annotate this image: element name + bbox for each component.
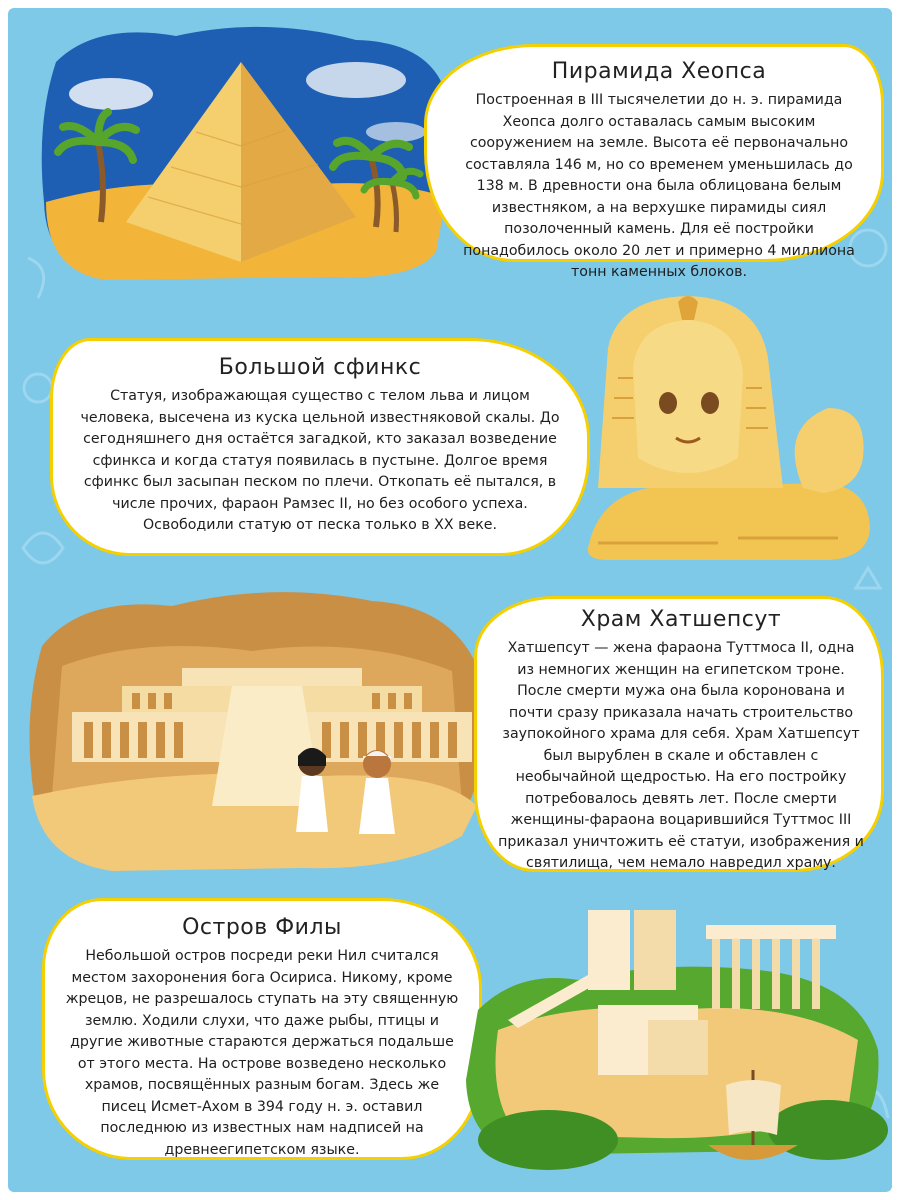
section-text: Статуя, изображающая существо с телом льва и лицом человека, высечена из куска цельной известняковой скалы. До сегодняшнего дня остаётся загадкой, кто заказал возведение сфинкса и когда статуя появилась в пустыне. Долгое время сфинкс был засыпан песком по плечи. Откопать её пытался, в числе прочих, фараон Рамзес II, но без особого успеха. Освободили статую от песка только в XX веке. — [80, 388, 560, 533]
section-temple-card — [474, 596, 884, 872]
philae-illustration — [458, 900, 888, 1184]
pyramid-illustration — [36, 22, 456, 284]
section-text: Хатшепсут — жена фараона Туттмоса II, одна из немногих женщин на египетском троне. После смерти мужа она была коронована и почти сразу приказала начать строительство заупокойного храма для себя. Храм Хатшепсут был вырублен в скале и обставлен с необычайной щедростью. На его постройку потребовалось девять лет. После смерти женщины-фараона воцарившийся Туттмос III приказал уничтожить её статуи, изображения и святилища, чем немало навредил храму. — [498, 640, 864, 871]
section-text: Построенная в III тысячелетии до н. э. пирамида Хеопса долго оставалась самым высоким сооружением на земле. Высота её первоначально составляла 146 м, но со временем уменьшилась до 138 м. В древности она была облицована белым известняком, а на верхушке пирамиды сиял позолоченный камень. Для её постройки понадобилось около 20 лет и примерно 4 миллиона тонн каменных блоков. — [463, 92, 855, 280]
section-title: Большой сфинкс — [218, 355, 422, 380]
sphinx-illustration — [578, 288, 878, 573]
section-philae-card — [42, 898, 482, 1160]
section-title: Пирамида Хеопса — [551, 59, 767, 84]
section-sphinx-card — [50, 338, 590, 556]
temple-illustration — [22, 576, 492, 876]
section-text: Небольшой остров посреди реки Нил считался местом захоронения бога Осириса. Никому, кроме жрецов, не разрешалось ступать на эту священную землю. Ходили слухи, что даже рыбы, птицы и другие животные стараются держаться подальше от этого места. На острове возведено несколько храмов, посвящённых разным богам. Здесь же писец Исмет-Ахом в 394 году н. э. оставил последнюю из известных нам надписей на древнеегипетском языке. — [65, 948, 459, 1158]
section-title: Остров Филы — [182, 915, 342, 940]
section-title: Храм Хатшепсут — [580, 607, 782, 632]
section-pyramid-card — [424, 44, 884, 280]
page — [8, 8, 892, 1192]
